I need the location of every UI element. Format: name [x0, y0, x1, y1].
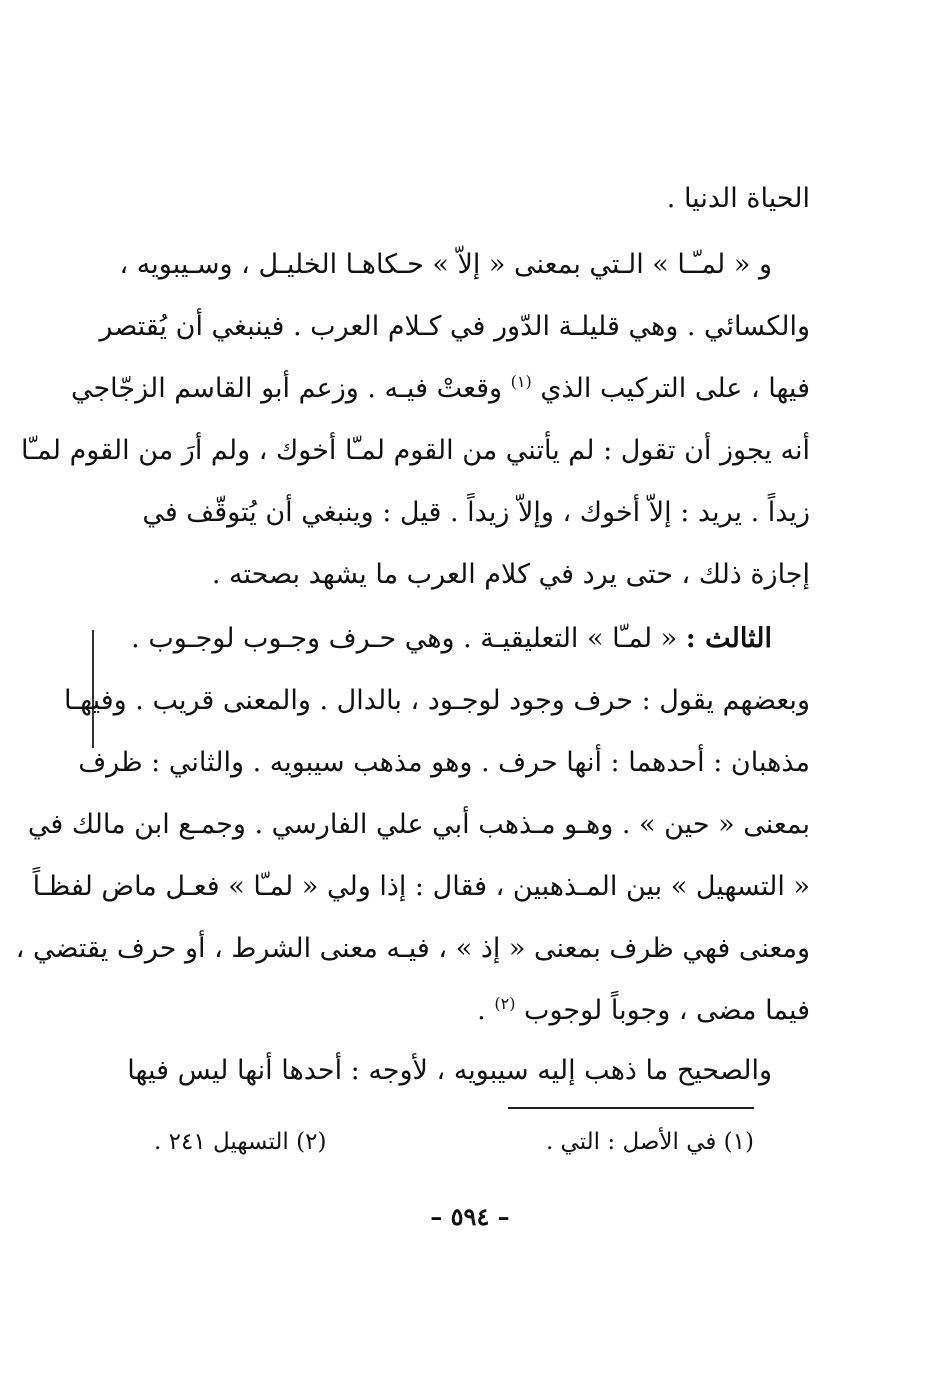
text-line: ومعنى فهي ظرف بمعنى « إذ » ، فيـه معنى الشرط ، أو حرف يقتضي ،: [15, 933, 810, 964]
continuation-line: [120, 168, 810, 230]
page-number: – ٥٩٤ –: [430, 1202, 510, 1231]
footnote-separator: [508, 1107, 754, 1109]
footnote-2: (٢) التسهيل ٢٤١ .: [154, 1129, 327, 1155]
text-line: الحياة الدنيا .: [666, 183, 810, 214]
text-line: مذهبان : أحدهما : أنها حرف . وهو مذهب سيبويه . والثاني : ظرف: [78, 747, 810, 778]
text-line: أنه يجوز أن تقول : لم يأتني من القوم لمـّا أخوك ، ولم أرَ من القوم لمـّا: [21, 435, 810, 466]
footnote-ref-2: (٢): [494, 994, 516, 1013]
text-line: [120, 608, 810, 670]
text-line: بمعنى « حين » . وهـو مـذهب أبي علي الفارسي . وجمـع ابن مالك في: [27, 809, 810, 840]
footnotes: [154, 1122, 754, 1162]
paragraph-lamma-illa: [21, 234, 810, 606]
text-line: [120, 980, 810, 1042]
paragraph-third-meaning: [15, 608, 810, 1042]
footnote-ref-1: (١): [510, 372, 532, 391]
text-line: [70, 358, 810, 420]
footnote-1: (١) في الأصل : التي .: [545, 1129, 754, 1155]
text-segment: فيها ، على التركيب الذي: [540, 373, 810, 404]
text-line: والصحيح ما ذهب إليه سيبويه ، لأوجه : أحدها أنها ليس فيها: [127, 1055, 772, 1086]
text-line: والكسائي . وهي قليلـة الدّور في كـلام العرب . فينبغي أن يُقتصر: [99, 311, 810, 342]
paragraph-correct-view: [120, 1040, 810, 1102]
text-segment: فيما مضى ، وجوباً لوجوب: [524, 995, 810, 1026]
text-line: زيداً . يريد : إلاّ أخوك ، وإلاّ زيداً . قيل : وينبغي أن يُتوقّف في: [142, 497, 810, 528]
text-segment: .: [477, 995, 486, 1026]
text-line: و « لمـّـا » الـتي بمعنى « إلاّ » حـكاهـا الخليـل ، وسـيبويه ،: [119, 249, 772, 280]
text-line: وبعضهم يقول : حرف وجود لوجـود ، بالدال . والمعنى قريب . وفيهـا: [64, 685, 810, 716]
text-line: إجازة ذلك ، حتى يرد في كلام العرب ما يشهد بصحته .: [211, 559, 810, 590]
section-lead: الثالث :: [685, 623, 772, 654]
text-line: « التسهيل » بين المـذهبين ، فقال : إذا ولي « لمـّا » فعـل ماض لفظـاً: [32, 871, 810, 902]
text-segment: وقعتْ فيـه . وزعم أبو القاسم الزجّاجي: [70, 373, 503, 404]
text-segment: « لمـّا » التعليقيـة . وهي حـرف وجـوب لوجـوب .: [131, 623, 678, 654]
